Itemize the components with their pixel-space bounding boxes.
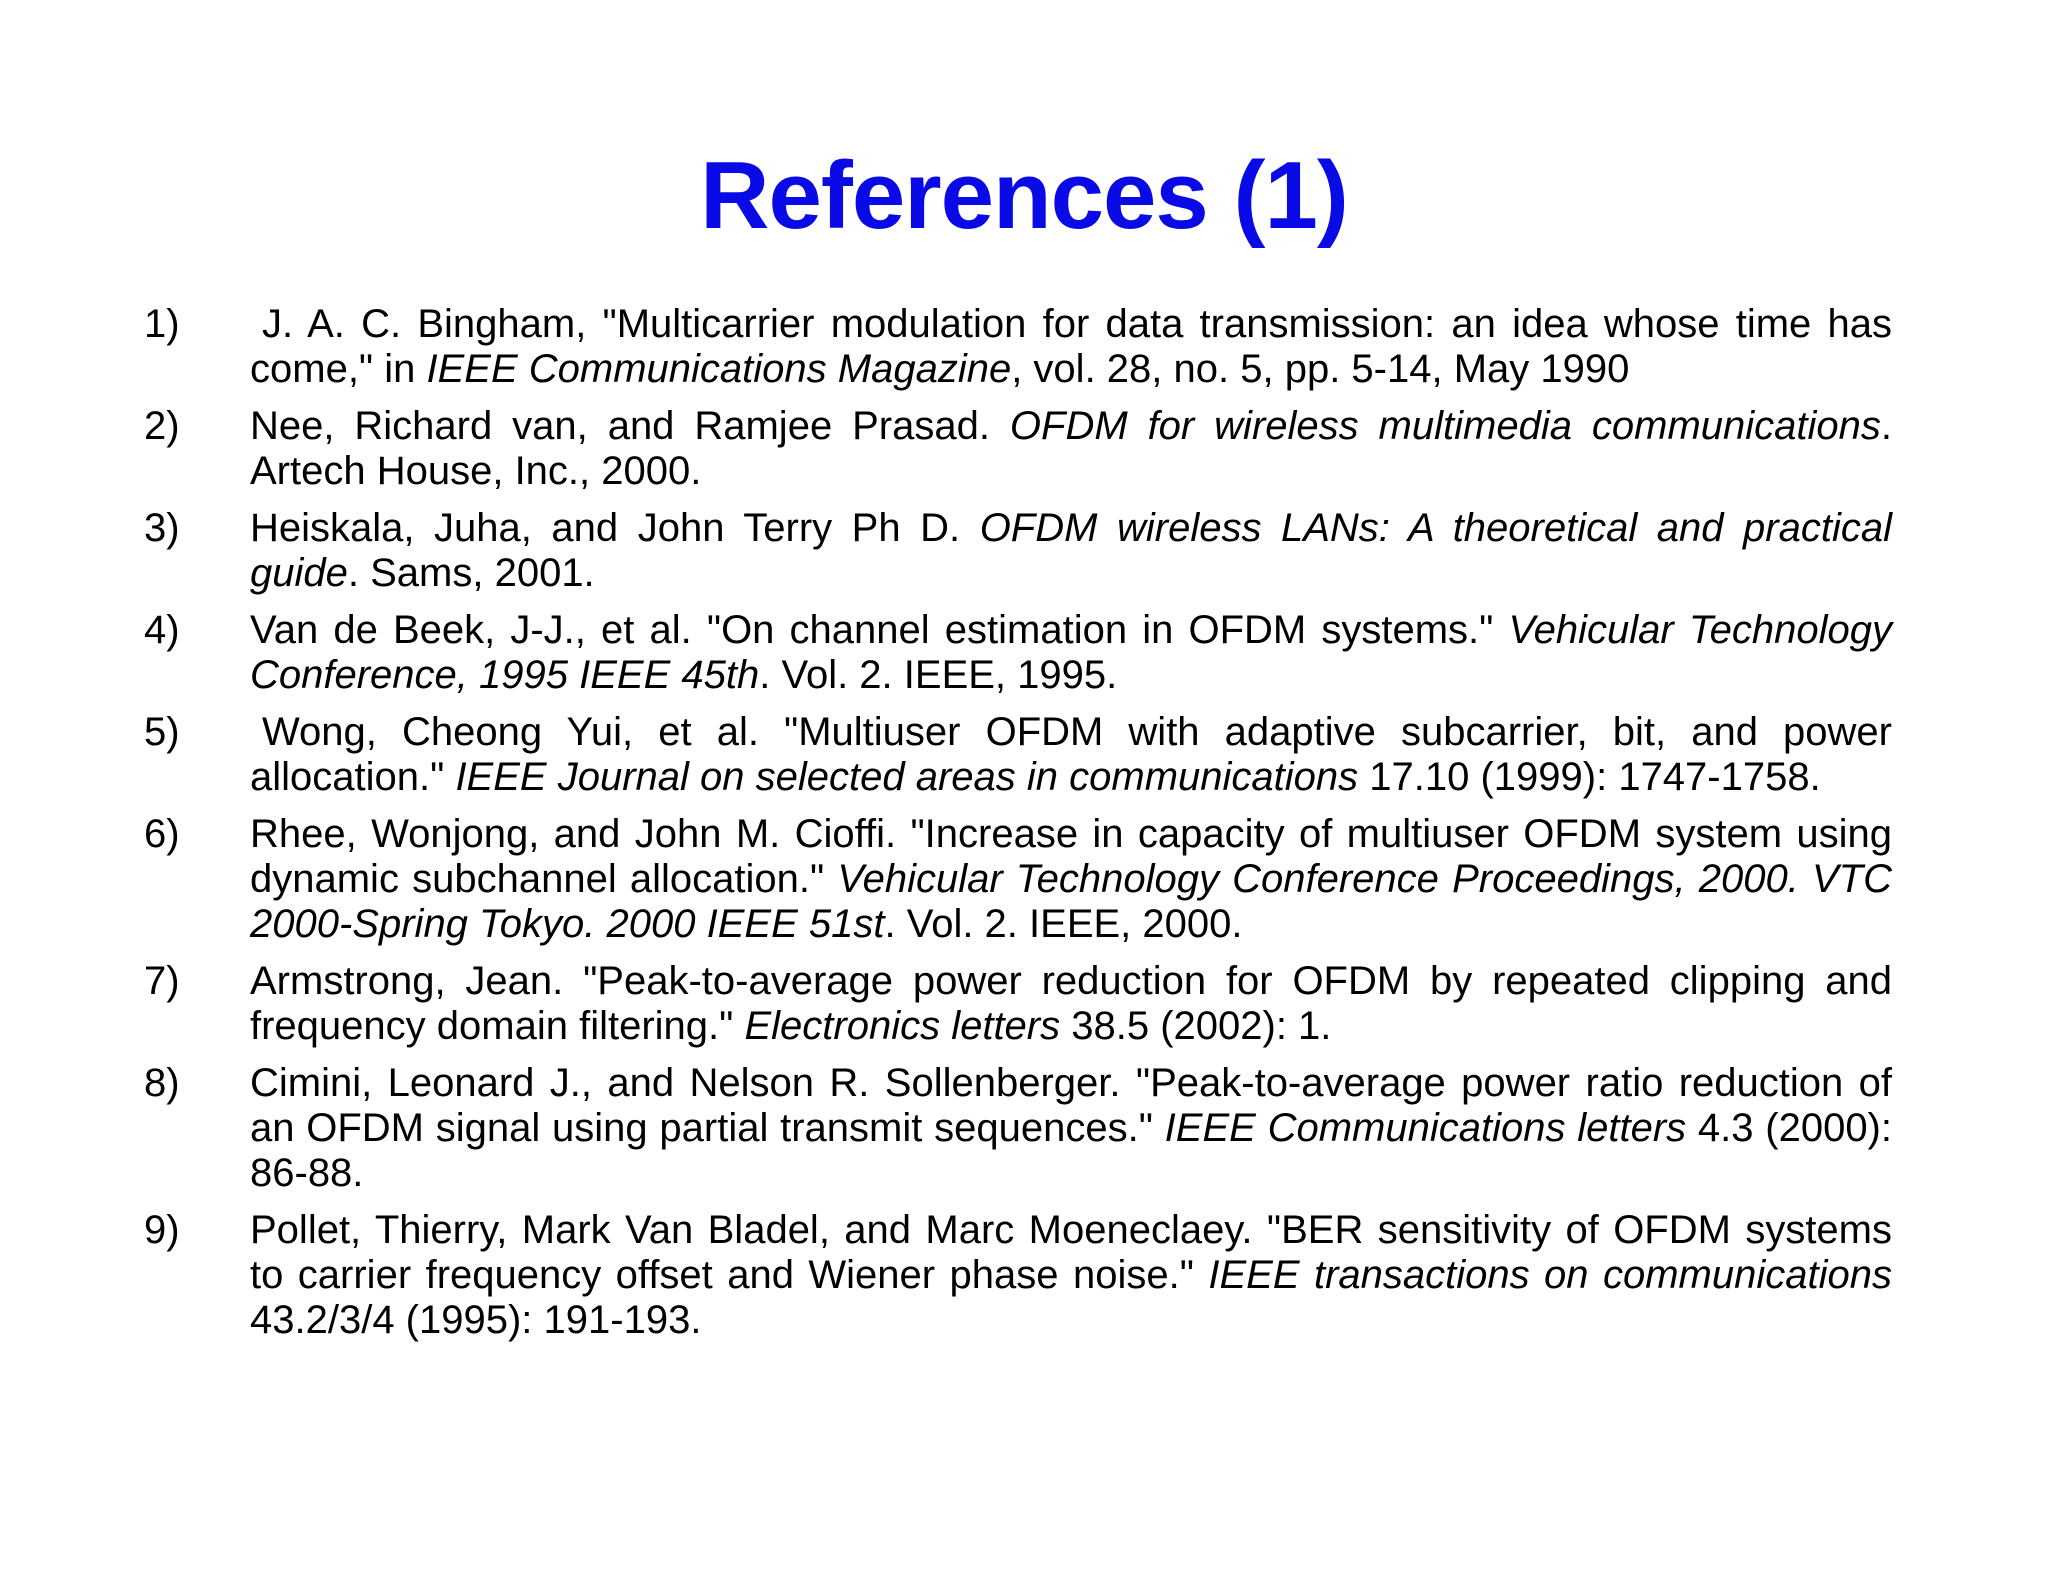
reference-number: 5) xyxy=(144,710,180,754)
reference-item-8 xyxy=(144,1061,1892,1196)
reference-number: 2) xyxy=(144,404,180,448)
reference-number: 8) xyxy=(144,1061,180,1105)
reference-text-segment: Van de Beek, J-J., et al. "On channel estimation in OFDM systems." xyxy=(250,608,1509,652)
reference-number: 3) xyxy=(144,506,180,550)
reference-text-segment: Nee, Richard van, and Ramjee Prasad. xyxy=(250,404,1010,448)
reference-item-2 xyxy=(144,404,1892,494)
reference-source-title: IEEE Communications letters xyxy=(1164,1106,1687,1150)
reference-source-title: OFDM wireless LANs: A theoretical and practical guide xyxy=(250,506,1892,595)
reference-source-title: Vehicular Technology Conference, 1995 IEEE 45th xyxy=(250,608,1892,697)
reference-text-segment: Wong, Cheong Yui, et al. "Multiuser OFDM with adaptive subcarrier, bit, and power allocation." xyxy=(250,710,1892,799)
reference-item-5 xyxy=(144,710,1892,800)
reference-source-title: IEEE Communications Magazine xyxy=(426,347,1012,391)
reference-number: 7) xyxy=(144,959,180,1003)
reference-text xyxy=(250,608,1892,697)
reference-text-segment: . Vol. 2. IEEE, 1995. xyxy=(759,653,1118,697)
reference-text-segment: Cimini, Leonard J., and Nelson R. Sollenberger. "Peak-to-average power ratio reduction of an OFDM signal using partial transmit sequences." xyxy=(250,1061,1892,1150)
reference-item-7 xyxy=(144,959,1892,1049)
reference-text-segment: J. A. C. Bingham, "Multicarrier modulation for data transmission: an idea whose time has come," in xyxy=(250,302,1892,391)
reference-text xyxy=(250,302,1892,391)
reference-source-title: OFDM for wireless multimedia communications xyxy=(1009,404,1881,448)
reference-number: 9) xyxy=(144,1208,180,1252)
reference-text-segment: Heiskala, Juha, and John Terry Ph D. xyxy=(250,506,980,550)
reference-text-segment: 17.10 (1999): 1747-1758. xyxy=(1358,755,1821,799)
reference-item-6 xyxy=(144,812,1892,947)
reference-text xyxy=(250,959,1892,1048)
reference-text-segment: 38.5 (2002): 1. xyxy=(1060,1004,1332,1048)
reference-source-title: Vehicular Technology Conference Proceedings, 2000. VTC 2000-Spring Tokyo. 2000 IEEE 51st xyxy=(250,857,1892,946)
reference-text-segment: . Vol. 2. IEEE, 2000. xyxy=(884,902,1243,946)
reference-text-segment: Rhee, Wonjong, and John M. Cioffi. "Increase in capacity of multiuser OFDM system using dynamic subchannel allocation." xyxy=(250,812,1892,901)
reference-text-segment: Armstrong, Jean. "Peak-to-average power reduction for OFDM by repeated clipping and frequency domain filtering." xyxy=(250,959,1892,1048)
reference-text xyxy=(250,404,1892,493)
reference-number: 4) xyxy=(144,608,180,652)
reference-source-title: Electronics letters xyxy=(744,1004,1061,1048)
reference-source-title: IEEE transactions on communications xyxy=(1208,1253,1892,1297)
reference-text-segment: . Artech House, Inc., 2000. xyxy=(250,404,1893,493)
reference-text xyxy=(250,1208,1892,1342)
page-title: References (1) xyxy=(700,142,1348,249)
reference-item-3 xyxy=(144,506,1892,596)
reference-item-1 xyxy=(144,302,1892,392)
reference-source-title: IEEE Journal on selected areas in communications xyxy=(455,755,1359,799)
reference-text xyxy=(250,1061,1892,1195)
reference-text xyxy=(250,812,1892,946)
reference-text-segment: 4.3 (2000): 86-88. xyxy=(250,1106,1892,1195)
reference-text-segment: . Sams, 2001. xyxy=(347,551,595,595)
reference-item-4 xyxy=(144,608,1892,698)
reference-list xyxy=(144,302,1892,1355)
reference-text-segment: 43.2/3/4 (1995): 191-193. xyxy=(250,1298,702,1342)
reference-text xyxy=(250,710,1892,799)
reference-text-segment: Pollet, Thierry, Mark Van Bladel, and Marc Moeneclaey. "BER sensitivity of OFDM systems to carrier frequency offset and Wiener phase noise." xyxy=(250,1208,1892,1297)
reference-text-segment: , vol. 28, no. 5, pp. 5-14, May 1990 xyxy=(1011,347,1630,391)
reference-number: 6) xyxy=(144,812,180,856)
reference-item-9 xyxy=(144,1208,1892,1343)
reference-number: 1) xyxy=(144,302,180,346)
reference-text xyxy=(250,506,1892,595)
